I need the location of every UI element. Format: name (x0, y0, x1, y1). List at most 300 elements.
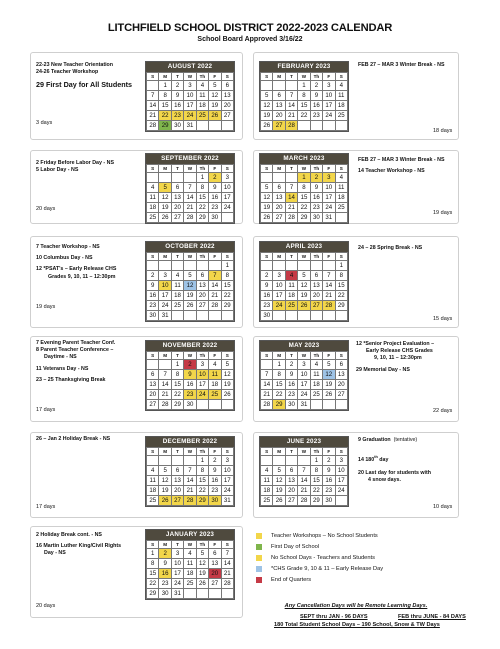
day-cell: 31 (298, 400, 310, 410)
week-row (147, 193, 234, 203)
weekday-header: W (298, 165, 310, 173)
calendar-november-2022 (145, 340, 235, 411)
day-cell: 5 (184, 271, 196, 281)
day-cell: 8 (298, 183, 310, 193)
weekday-header: F (323, 352, 335, 360)
day-cell: 27 (221, 111, 233, 121)
day-cell: 16 (184, 380, 196, 390)
day-cell (171, 173, 183, 183)
day-cell: 3 (171, 549, 183, 559)
week-row (261, 311, 348, 321)
day-cell: 7 (285, 183, 297, 193)
day-cell: 14 (298, 476, 310, 486)
day-cell: 6 (171, 466, 183, 476)
day-cell: 12 (209, 91, 221, 101)
legend-label: First Day of School (271, 543, 320, 550)
day-cell: 6 (285, 466, 297, 476)
weekday-header: M (159, 73, 171, 81)
day-cell: 4 (285, 271, 297, 281)
day-cell (209, 261, 221, 271)
day-cell (221, 311, 233, 321)
weekday-header: W (184, 73, 196, 81)
day-cell: 8 (273, 370, 285, 380)
week-row (261, 173, 348, 183)
day-cell: 10 (159, 281, 171, 291)
day-cell: 7 (285, 91, 297, 101)
day-cell: 12 (323, 370, 335, 380)
weekday-header: S (221, 165, 233, 173)
month-grid (260, 351, 348, 410)
day-cell (310, 261, 322, 271)
day-cell: 30 (159, 589, 171, 599)
day-cell: 16 (209, 476, 221, 486)
legend-label: Teacher Workshops – No School Students (271, 532, 378, 539)
day-cell: 19 (298, 291, 310, 301)
days-count-may: 22 days (433, 408, 453, 414)
day-cell (209, 121, 221, 131)
calendar-february-2023 (259, 61, 349, 132)
day-cell: 24 (323, 203, 335, 213)
day-cell: 6 (171, 183, 183, 193)
note-line: 26 – Jan 2 Holiday Break - NS (36, 436, 111, 442)
weekday-header: M (159, 541, 171, 549)
day-cell: 30 (209, 496, 221, 506)
day-cell: 2 (184, 360, 196, 370)
weekday-header: S (221, 73, 233, 81)
weekday-header: M (159, 253, 171, 261)
weekday-header: M (159, 448, 171, 456)
day-cell: 29 (147, 589, 159, 599)
day-cell: 22 (196, 486, 208, 496)
day-cell: 27 (196, 301, 208, 311)
notes-march (358, 157, 458, 175)
day-cell (147, 456, 159, 466)
day-cell: 21 (221, 569, 233, 579)
day-cell: 26 (209, 111, 221, 121)
day-cell: 15 (147, 569, 159, 579)
day-cell: 17 (273, 291, 285, 301)
day-cell: 13 (273, 101, 285, 111)
day-cell: 22 (221, 291, 233, 301)
month-header: JANUARY 2023 (146, 530, 234, 540)
day-cell: 15 (221, 281, 233, 291)
note-line: 5 Labor Day - NS (36, 167, 79, 174)
day-cell: 24 (221, 486, 233, 496)
day-cell: 10 (196, 370, 208, 380)
week-row (147, 311, 234, 321)
day-cell (196, 589, 208, 599)
day-cell: 12 (261, 101, 273, 111)
day-cell: 26 (273, 496, 285, 506)
day-cell: 30 (209, 213, 221, 223)
day-cell: 15 (310, 476, 322, 486)
day-cell: 18 (184, 569, 196, 579)
day-cell: 29 (221, 301, 233, 311)
weekday-header: M (159, 165, 171, 173)
day-cell: 8 (196, 466, 208, 476)
day-cell: 13 (147, 380, 159, 390)
day-cell (196, 311, 208, 321)
note-line: 2 Friday Before Labor Day - NS (36, 160, 115, 166)
day-cell: 26 (261, 213, 273, 223)
week-row (147, 456, 234, 466)
days-count-june: 10 days (433, 504, 453, 510)
weekday-header: S (261, 165, 273, 173)
day-cell: 20 (196, 291, 208, 301)
week-row (147, 111, 234, 121)
day-cell: 7 (209, 271, 221, 281)
weekday-header: T (285, 253, 297, 261)
day-cell: 8 (147, 559, 159, 569)
notes-october (36, 244, 144, 281)
note-line: 4 snow days. (368, 477, 401, 484)
week-row (147, 281, 234, 291)
day-cell: 1 (196, 173, 208, 183)
month-header: APRIL 2023 (260, 242, 348, 252)
day-cell: 16 (323, 476, 335, 486)
weekday-header: T (285, 73, 297, 81)
page-title: LITCHFIELD SCHOOL DISTRICT 2022-2023 CALENDAR (107, 22, 393, 34)
week-row (147, 101, 234, 111)
day-cell: 21 (298, 486, 310, 496)
day-cell: 2 (285, 360, 297, 370)
day-cell: 7 (147, 91, 159, 101)
notes-december (36, 436, 144, 443)
legend-item (256, 575, 383, 586)
day-cell: 2 (209, 456, 221, 466)
day-cell (310, 121, 322, 131)
week-row (261, 486, 348, 496)
day-cell: 15 (335, 281, 347, 291)
weekday-header: T (285, 352, 297, 360)
day-cell: 9 (159, 559, 171, 569)
day-cell: 31 (159, 311, 171, 321)
day-cell: 5 (323, 360, 335, 370)
weekday-header: S (147, 165, 159, 173)
day-cell (147, 173, 159, 183)
day-cell: 29 (298, 213, 310, 223)
day-cell: 18 (209, 380, 221, 390)
weekday-header: S (221, 352, 233, 360)
week-row (261, 390, 348, 400)
weekday-header: Th (196, 448, 208, 456)
day-cell (285, 173, 297, 183)
weekday-header: Th (310, 352, 322, 360)
week-row (147, 370, 234, 380)
day-cell: 16 (310, 101, 322, 111)
weekday-header: F (209, 165, 221, 173)
day-cell: 27 (209, 579, 221, 589)
day-cell: 25 (335, 203, 347, 213)
day-cell (184, 261, 196, 271)
day-cell: 31 (171, 589, 183, 599)
day-cell: 23 (171, 111, 183, 121)
day-cell: 18 (310, 380, 322, 390)
day-cell: 18 (196, 101, 208, 111)
day-cell: 7 (159, 370, 171, 380)
day-cell: 26 (298, 301, 310, 311)
note-line: Grades 9, 10, 11 – 12:30pm (48, 273, 116, 280)
day-cell (298, 121, 310, 131)
day-cell (147, 261, 159, 271)
day-cell: 12 (159, 476, 171, 486)
month-header: AUGUST 2022 (146, 62, 234, 72)
day-cell: 10 (323, 91, 335, 101)
day-cell: 2 (209, 173, 221, 183)
day-cell: 18 (261, 486, 273, 496)
week-row (261, 183, 348, 193)
day-cell: 20 (273, 111, 285, 121)
week-row (147, 271, 234, 281)
month-grid (146, 447, 234, 506)
day-cell: 14 (285, 193, 297, 203)
day-cell (261, 360, 273, 370)
day-cell: 5 (261, 91, 273, 101)
day-cell: 15 (159, 101, 171, 111)
notes-june (358, 437, 458, 485)
day-cell: 27 (310, 301, 322, 311)
day-cell: 17 (196, 380, 208, 390)
weekday-header: T (171, 352, 183, 360)
month-header: MAY 2023 (260, 341, 348, 351)
day-cell: 9 (209, 466, 221, 476)
day-cell: 12 (221, 370, 233, 380)
day-cell (196, 121, 208, 131)
week-row (261, 193, 348, 203)
week-row (261, 203, 348, 213)
note-line: (tentative) (393, 437, 418, 443)
day-cell (221, 589, 233, 599)
day-cell (159, 173, 171, 183)
day-cell: 28 (209, 301, 221, 311)
day-cell: 24 (273, 301, 285, 311)
legend-label: End of Quarters (271, 577, 312, 584)
day-cell: 13 (273, 193, 285, 203)
day-cell (147, 360, 159, 370)
week-row (147, 380, 234, 390)
day-cell: 23 (261, 301, 273, 311)
day-cell: 4 (196, 81, 208, 91)
weekday-header: S (147, 253, 159, 261)
day-cell: 25 (335, 111, 347, 121)
week-row (147, 183, 234, 193)
week-row (147, 360, 234, 370)
day-cell: 17 (221, 476, 233, 486)
day-cell: 10 (184, 91, 196, 101)
day-cell: 8 (196, 183, 208, 193)
day-cell (335, 213, 347, 223)
day-cell: 1 (171, 360, 183, 370)
day-cell: 9 (285, 370, 297, 380)
day-cell: 29 (310, 496, 322, 506)
weekday-header: S (261, 73, 273, 81)
day-cell: 17 (323, 193, 335, 203)
weekday-header: W (298, 253, 310, 261)
day-cell: 23 (209, 486, 221, 496)
day-cell: 2 (159, 549, 171, 559)
day-cell (261, 261, 273, 271)
day-cell: 4 (147, 466, 159, 476)
day-cell: 30 (323, 496, 335, 506)
week-row (261, 466, 348, 476)
calendar-october-2022 (145, 241, 235, 322)
week-row (261, 496, 348, 506)
day-cell (171, 456, 183, 466)
day-cell: 5 (221, 360, 233, 370)
note-line: 7 Evening Parent Teacher Conf. (36, 340, 116, 346)
day-cell: 24 (335, 486, 347, 496)
note-line: 14 180 (358, 456, 375, 463)
note-line: day (379, 456, 389, 463)
day-cell: 27 (171, 496, 183, 506)
week-row (261, 380, 348, 390)
weekday-header: W (298, 73, 310, 81)
day-cell: 1 (221, 261, 233, 271)
day-cell: 13 (221, 91, 233, 101)
weekday-header: S (335, 73, 347, 81)
day-cell: 23 (184, 390, 196, 400)
day-cell: 6 (196, 271, 208, 281)
day-cell: 18 (171, 291, 183, 301)
day-cell: 4 (261, 466, 273, 476)
day-cell: 11 (171, 281, 183, 291)
legend-item (256, 541, 383, 552)
day-cell: 14 (147, 101, 159, 111)
day-cell: 16 (209, 193, 221, 203)
day-cell: 10 (221, 466, 233, 476)
day-cell: 4 (335, 173, 347, 183)
day-cell: 5 (298, 271, 310, 281)
day-cell: 14 (323, 281, 335, 291)
day-cell: 3 (273, 271, 285, 281)
day-cell: 25 (184, 579, 196, 589)
day-cell: 15 (298, 193, 310, 203)
week-row (261, 370, 348, 380)
month-header: OCTOBER 2022 (146, 242, 234, 252)
days-count-november: 17 days (36, 407, 56, 413)
day-cell: 14 (285, 101, 297, 111)
day-cell: 23 (310, 111, 322, 121)
day-cell: 25 (310, 390, 322, 400)
day-cell: 4 (184, 549, 196, 559)
month-header: JUNE 2023 (260, 437, 348, 447)
note-line: 24 – 28 Spring Break - NS (358, 245, 423, 251)
weekday-header: M (273, 253, 285, 261)
day-cell: 1 (335, 261, 347, 271)
day-cell: 6 (310, 271, 322, 281)
day-cell: 21 (323, 291, 335, 301)
note-line: 20 Last day for students with (358, 470, 431, 477)
day-cell: 21 (285, 111, 297, 121)
day-cell (261, 173, 273, 183)
weekday-header: S (147, 448, 159, 456)
week-row (261, 271, 348, 281)
day-cell (159, 456, 171, 466)
day-cell: 20 (285, 486, 297, 496)
day-cell: 1 (298, 173, 310, 183)
weekday-header: M (273, 352, 285, 360)
day-cell: 5 (209, 81, 221, 91)
day-cell (335, 311, 347, 321)
day-cell (273, 456, 285, 466)
day-cell: 13 (171, 193, 183, 203)
day-cell: 23 (310, 203, 322, 213)
month-grid (146, 252, 234, 321)
days-count-february: 18 days (433, 128, 453, 134)
month-header: NOVEMBER 2022 (146, 341, 234, 351)
notes-february (358, 62, 458, 69)
day-cell: 16 (310, 193, 322, 203)
day-cell (159, 360, 171, 370)
day-cell: 12 (261, 193, 273, 203)
weekday-header: S (335, 448, 347, 456)
day-cell: 7 (221, 549, 233, 559)
day-cell: 20 (171, 203, 183, 213)
weekday-header: T (171, 541, 183, 549)
day-cell (196, 400, 208, 410)
week-row (147, 466, 234, 476)
weekday-header: Th (196, 253, 208, 261)
week-row (261, 121, 348, 131)
day-cell: 1 (159, 81, 171, 91)
day-cell: 10 (323, 183, 335, 193)
day-cell: 5 (159, 183, 171, 193)
day-cell: 19 (273, 486, 285, 496)
day-cell (273, 81, 285, 91)
week-row (147, 400, 234, 410)
day-cell: 28 (261, 400, 273, 410)
day-cell: 3 (335, 456, 347, 466)
weekday-header: S (221, 448, 233, 456)
day-cell: 28 (298, 496, 310, 506)
day-cell: 20 (209, 569, 221, 579)
day-cell: 11 (335, 91, 347, 101)
day-cell (209, 589, 221, 599)
day-cell: 19 (196, 569, 208, 579)
day-cell: 8 (310, 466, 322, 476)
day-cell: 24 (323, 111, 335, 121)
weekday-header: F (209, 448, 221, 456)
legend-swatch (256, 555, 262, 561)
weekday-header: Th (196, 73, 208, 81)
note-line: 9 Graduation (358, 437, 391, 443)
day-cell: 19 (184, 291, 196, 301)
day-cell: 1 (196, 456, 208, 466)
weekday-header: S (147, 541, 159, 549)
day-cell: 2 (147, 271, 159, 281)
day-cell: 20 (335, 380, 347, 390)
day-cell: 28 (285, 121, 297, 131)
day-cell: 29 (196, 213, 208, 223)
weekday-header: W (184, 448, 196, 456)
weekday-header: F (209, 352, 221, 360)
month-header: SEPTEMBER 2022 (146, 154, 234, 164)
note-line: th (374, 455, 378, 460)
legend-item (256, 564, 383, 575)
weekday-header: W (184, 165, 196, 173)
day-cell: 21 (184, 203, 196, 213)
day-cell (323, 400, 335, 410)
month-header: FEBRUARY 2023 (260, 62, 348, 72)
day-cell: 25 (171, 301, 183, 311)
day-cell (310, 400, 322, 410)
day-cell: 8 (171, 370, 183, 380)
day-cell (335, 400, 347, 410)
day-cell: 1 (298, 81, 310, 91)
weekday-header: S (261, 448, 273, 456)
day-cell: 20 (147, 390, 159, 400)
weekday-header: F (209, 541, 221, 549)
